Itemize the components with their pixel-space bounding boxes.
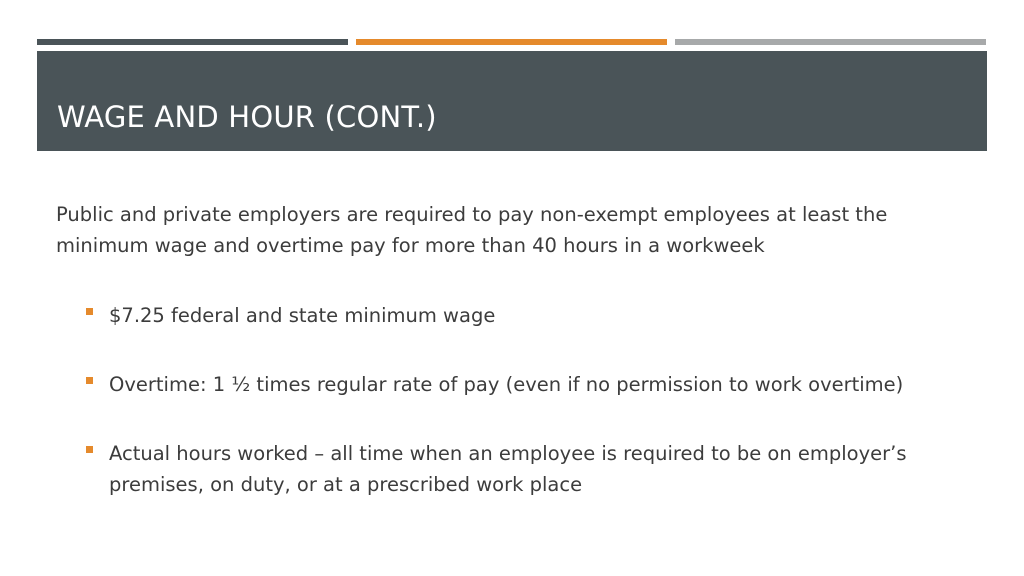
bullet-text: $7.25 federal and state minimum wage bbox=[109, 304, 496, 327]
intro-paragraph: Public and private employers are required to pay non-exempt employees at least the minimum wage and overtime pay for more than 40 hours in a workweek bbox=[56, 203, 888, 257]
square-bullet-icon bbox=[86, 446, 93, 453]
slide-title: WAGE AND HOUR (CONT.) bbox=[57, 100, 437, 134]
bullet-text: Overtime: 1 ½ times regular rate of pay (even if no permission to work overtime) bbox=[109, 373, 904, 396]
square-bullet-icon bbox=[86, 377, 93, 384]
bullet-text: Actual hours worked – all time when an employee is required to be on employer’s premises, on duty, or at a prescribed work place bbox=[109, 442, 907, 496]
square-bullet-icon bbox=[86, 308, 93, 315]
